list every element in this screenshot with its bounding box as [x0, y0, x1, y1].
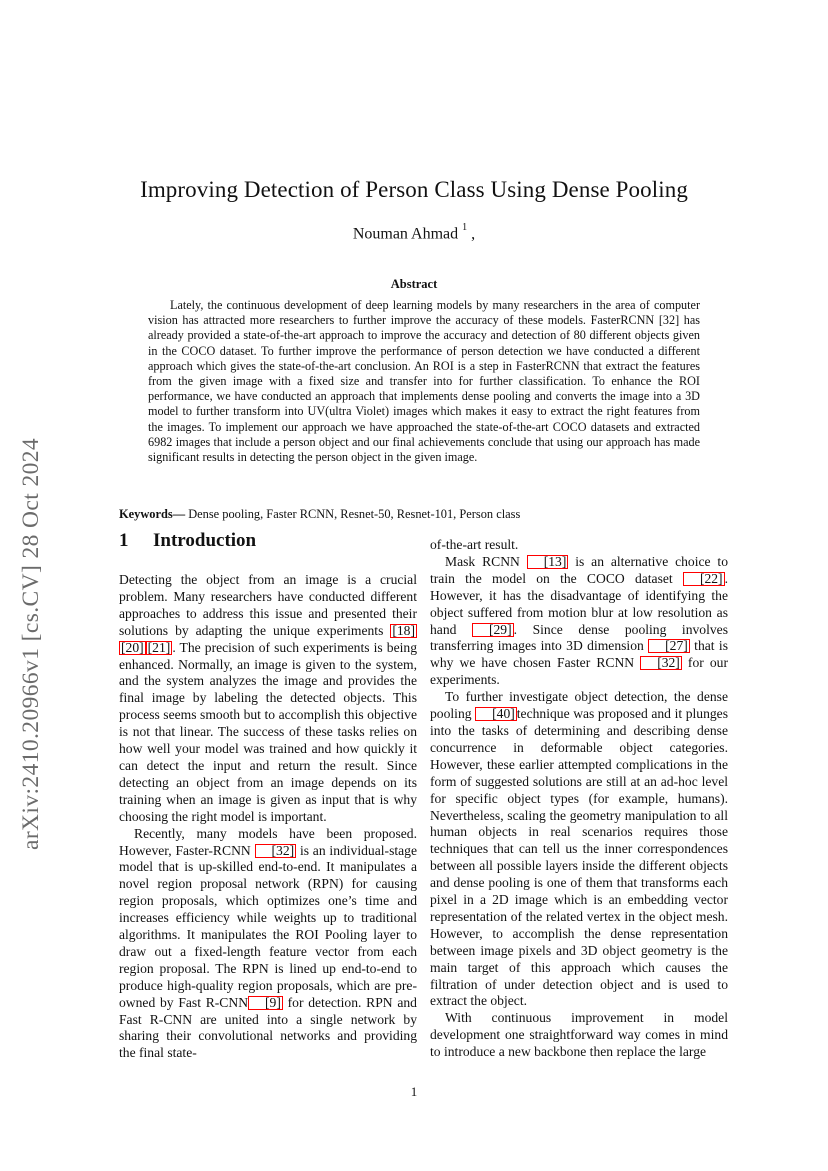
text-run: is an individual-stage model that is up-skilled end-to-end. It manipulates a novel region proposal network (RPN) for causing region proposals, which optimizes one’s time and increases efficiency while weights up to traditional algorithms. It manipulates the ROI Pooling layer to draw out a fixed-length feature vector from each region proposal. The RPN is lined up end-to-end to produce high-quality region proposals, which are pre-owned by Fast R-CNN	[119, 842, 417, 1010]
citation-link[interactable]: [21]	[147, 639, 171, 655]
paper-title: Improving Detection of Person Class Using Dense Pooling	[140, 177, 688, 202]
text-run: for our experiments.	[430, 655, 728, 688]
text-run: technique was proposed and it plunges into the tasks of determining and describing dense concurrence in deformable object categories. However, these earlier attempted complications in the form of suggested solutions are still at an ad-hoc level for specific object types (for example, humans). Nevertheless, scaling the geometry manipulation to all human objects in real scenarios requires those techniques that can tell us the inner correspondences between all possible layers inside the different objects and dense pooling is one of them that transforms each pixel in a 2D image which is an embedding vector representation of the related vertex in the object mesh. However, to accomplish the dense representation between image pixels and 3D object geometry is the main target of this approach which causes the filtration of under detection object and is used to extract the object.	[430, 706, 728, 1009]
citation-link[interactable]: [40]	[475, 707, 517, 721]
text-run: . However, it has the disadvantage of identifying the object suffered from motion blur at low resolution as hand	[430, 570, 728, 637]
citation-link[interactable]: [29]	[472, 623, 514, 637]
keywords-label: Keywords—	[119, 507, 186, 521]
right-column	[430, 537, 728, 1061]
text-run: for detection. RPN and Fast R-CNN are united into a single network by sharing their convolutional networks and providing the final state-	[119, 994, 417, 1061]
author-line	[0, 224, 828, 243]
keywords-line	[119, 507, 719, 522]
text-run: To further investigate object detection, the dense pooling	[430, 689, 728, 722]
intro-paragraph-1	[119, 572, 417, 826]
citation-link[interactable]: [20]	[121, 639, 144, 655]
text-run: Detecting the object from an image is a crucial problem. Many researchers have conducted different approaches to address this issue and presented their solutions by adapting the unique experiments	[119, 572, 417, 638]
intro-paragraph-4	[430, 689, 728, 1010]
abstract-text: Lately, the continuous development of deep learning models by many researchers in the area of computer vision has attracted more researchers to further improve the accuracy of these models. FasterRCNN [32] has already provided a state-of-the-art approach to improve the accuracy and detection of 80 different objects given in the COCO dataset. To further improve the performance of person detection we have conducted a different approach which gives the state-of-the-art conclusion. An ROI is a step in FasterRCNN that extract the features from the given image with a fixed size and transfer into for further classification. To enhance the ROI performance, we have conducted an approach that implements dense pooling and converts the image into a 3D model to further transform into UV(ultra Violet) images which makes it easy to extract the right features from the images. To implement our approach we have approached the state-of-the-art COCO datasets and extracted 6982 images that include a person object and our final achievements conclude that using our approach has made significant results in detecting the person object in the given image.	[148, 298, 700, 465]
intro-paragraph-3	[430, 554, 728, 689]
intro-paragraph-5: With continuous improvement in model development one straightforward way comes in mind to introduce a new backbone then replace the large	[430, 1010, 728, 1060]
text-run: Recently, many models have been proposed. However, Faster-RCNN	[119, 825, 417, 858]
intro-paragraph-2	[119, 826, 417, 1063]
abstract-heading: Abstract	[390, 277, 438, 291]
text-run: . The precision of such experiments is being enhanced. Normally, an image is given to the system, and the system analyzes the image and provides the final image by labeling the detected objects. This process seems smooth but to accomplish this objective is not that linear. The success of these tasks relies on how well your model was trained and how quickly it can detect the input and return the result. Since detecting an object from an image depends on its training when an image is given as input that is why choosing the right model is important.	[119, 639, 417, 824]
arxiv-identifier: arXiv:2410.20966v1 [cs.CV] 28 Oct 2024	[18, 437, 44, 850]
section-number: 1	[119, 530, 129, 551]
text-run: . Since dense pooling involves transferring images into 3D dimension	[430, 621, 728, 654]
text-run: is an alternative choice to train the model on the COCO dataset	[430, 553, 729, 586]
citation-link[interactable]: [13]	[527, 555, 569, 569]
citation-link[interactable]: [32]	[640, 656, 682, 670]
text-run: Mask RCNN	[445, 553, 527, 569]
author-suffix: ,	[467, 225, 476, 243]
left-column	[119, 572, 417, 1062]
author-name: Nouman Ahmad	[352, 225, 459, 243]
citation-link[interactable]: [9]	[248, 996, 283, 1010]
citation-link[interactable]: [27]	[648, 639, 690, 653]
page-number: 1	[410, 1084, 418, 1099]
citation-link[interactable]: [32]	[255, 844, 297, 858]
text-run: that is why we have chosen Faster RCNN	[430, 638, 728, 671]
author-affiliation-mark: 1	[462, 222, 468, 233]
citation-link[interactable]: [18]	[392, 622, 415, 638]
keywords-text: Dense pooling, Faster RCNN, Resnet-50, Resnet-101, Person class	[185, 507, 521, 521]
section-heading-introduction	[119, 530, 256, 552]
citation-link[interactable]: [22]	[683, 572, 725, 586]
section-title: Introduction	[153, 530, 257, 551]
intro-paragraph-continuation: of-the-art result.	[430, 537, 519, 552]
